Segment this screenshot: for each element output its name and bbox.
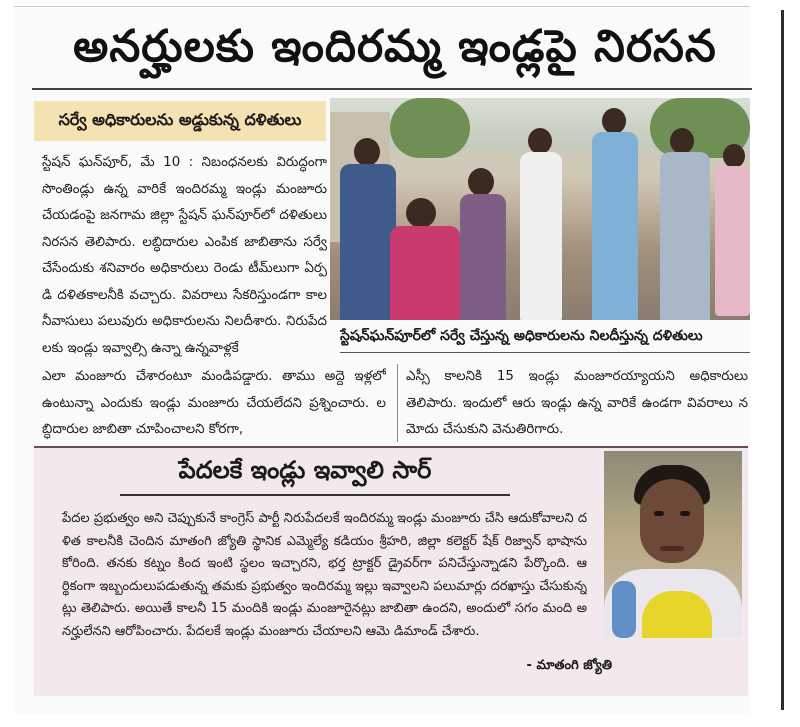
body-column-1: స్టేషన్ ఘన్‌పూర్, మే 10 : నిబంధనలకు విరుద్ధంగా సొంతిండ్లు ఉన్న వారికే ఇందిరమ్మ ఇండ్లు మంజూరు చేయడంపై జనగామ జిల్లా స్టేషన్ ఘన్‌పూర్‌లో దళితులు నిరసన తెలిపారు. లబ్ధిదారుల ఎంపిక జాబితాను సర్వే చేసేందుకు శనివారం అధికారులు రెండు టీమ్‌లుగా ఏర్పడి దళితకాలనీకి వచ్చారు. వివరాలు సేకరిస్తుండగా కాలనీవాసులు పలువురు అధికారులను నిలదీశారు. నిరుపేదలకు ఇండ్లు ఇవ్వాల్సి ఉన్నా ఉన్నవాళ్లకే [42,155,327,356]
body-column-2: ఎలా మంజూరు చేశారంటూ మండిపడ్డారు. తాము అద్దె ఇళ్లలో ఉంటున్నా ఎందుకు ఇండ్లు మంజూరు చేయలేదని ప్రశ్నించారు. లబ్ధిదారుల జాబితా చూపించాలని కోరగా, [42,369,386,437]
page-edge [781,10,784,710]
box-title: పేదలకే ఇండ్లు ఇవ్వాలి సార్ [178,456,432,484]
clipping-top-edge [14,6,750,7]
box-title-rule [120,494,510,496]
photo-caption: స్టేషన్‌ఘన్‌పూర్‌లో సర్వే చేస్తున్న అధికారులను నిలదీస్తున్న దళితులు [340,327,703,344]
headline-rule [32,88,752,90]
byline-signature: - మాతంగి జ్యోతి [526,658,612,673]
portrait-photo [604,451,742,638]
news-photo [330,98,750,320]
box-body: పేదల ప్రభుత్వం అని చెప్పుకునే కాంగ్రెస్ పార్టీ నిరుపేదలకే ఇందిరమ్మ ఇండ్లు మంజూరు చేసి ఆదుకోవాలని దళిత కాలనీకి చెందిన మాతంగి జ్యోతి స్థానిక ఎమ్మెల్యే కడియం శ్రీహరి, జిల్లా కలెక్టర్ షేక్ రిజ్వాన్ భాషాను కోరింది. తనకు కట్నం కింద ఇంటి స్థలం ఇచ్చారని, భర్త ట్రాక్టర్ డ్రైవర్‌గా పనిచేస్తున్నాడని పేర్కొంది. ఆర్థికంగా ఇబ్బందులుపడుతున్న తమకు ప్రభుత్వం ఇందిరమ్మ ఇల్లు ఇవ్వాలని పలుమార్లు దరఖాస్తు చేసుకున్నట్లు తెలిపారు. అయితే కాలనీ 15 మందికి ఇండ్లు మంజూరైనట్లు జాబితా ఉందని, అందులో సగం మంది అనర్హులేనని ఆరోపించారు. పేదలకే ఇండ్లు మంజూరు చేయాలని ఆమె డిమాండ్ చేశారు. [62,511,587,639]
body-column-3: ఎస్సీ కాలనికి 15 ఇండ్లు మంజూరయ్యాయని అధికారులు తెలిపారు. ఇందులో ఆరు ఇండ్లు ఉన్న వారికే ఉండగా వివరాలు నమోదు చేసుకుని వెనుతిరిగారు. [406,369,748,437]
headline: అనర్హులకు ఇందిరమ్మ ఇండ్లపై నిరసన [73,21,717,72]
kicker: సర్వే అధికారులను అడ్డుకున్న దళితులు [34,101,326,141]
column-divider [397,364,398,442]
caption-rule [340,352,750,353]
